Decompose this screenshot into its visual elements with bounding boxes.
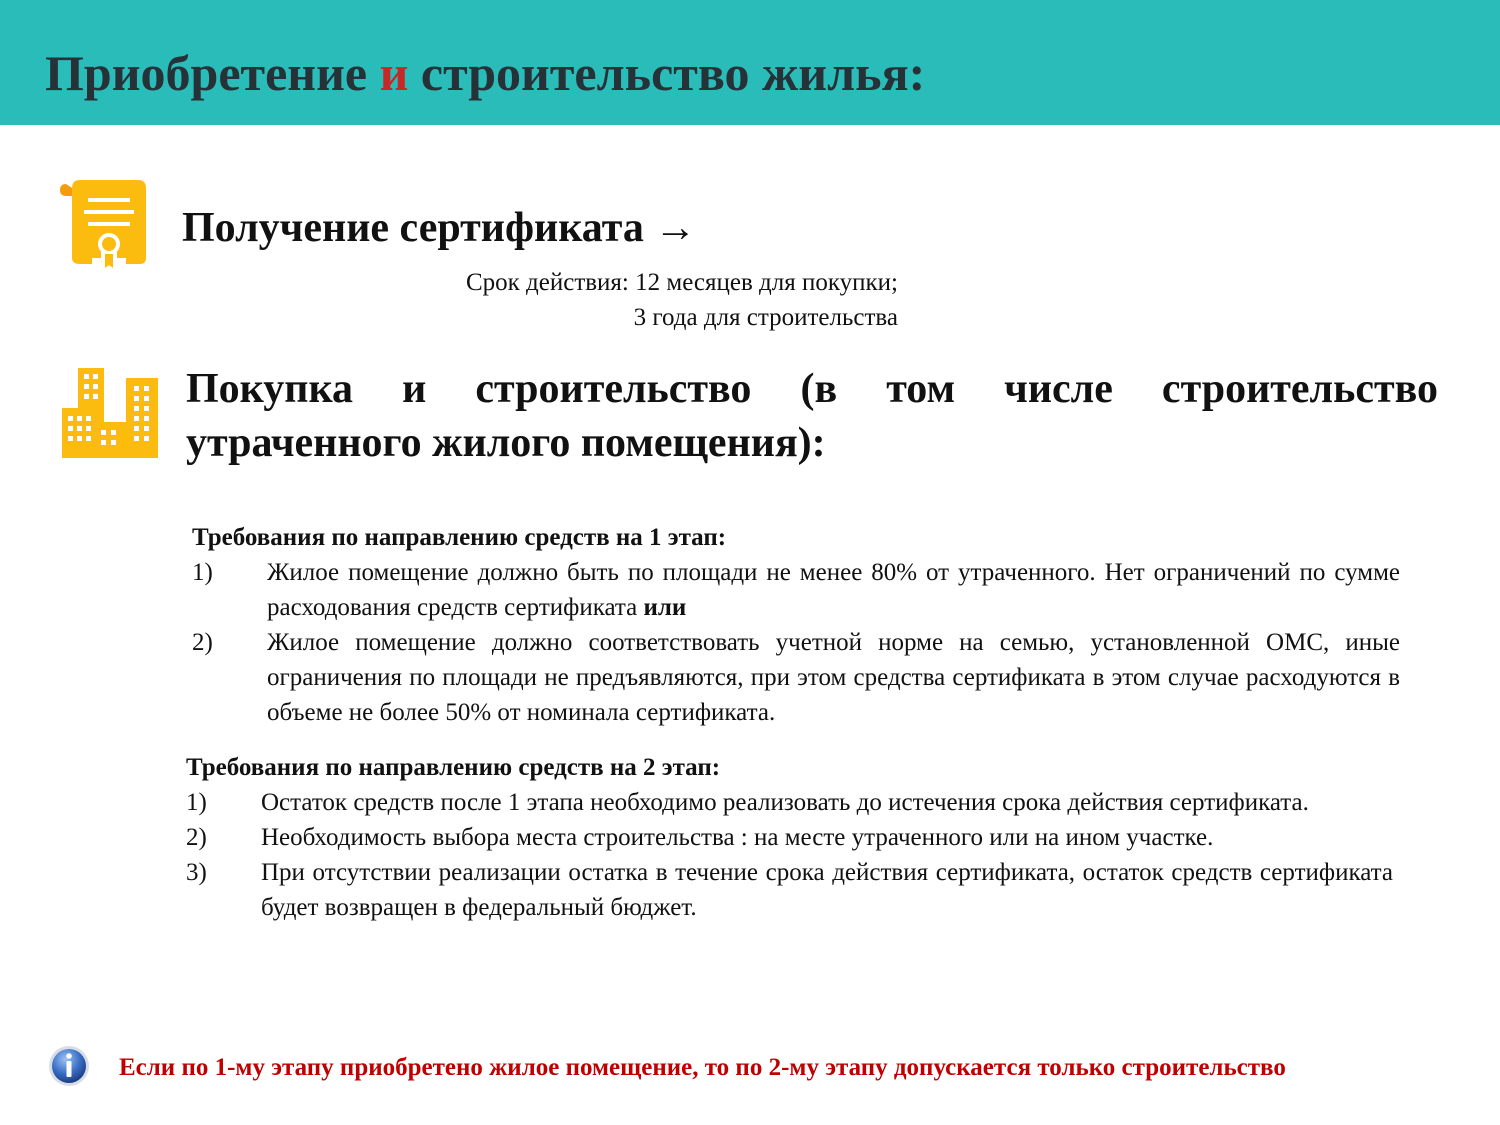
- list-item: [192, 625, 1400, 730]
- item-number: 2): [192, 629, 213, 656]
- list-item: [186, 785, 1393, 820]
- item-text-bold: или: [643, 594, 687, 621]
- title-part2: строительство жилья:: [408, 45, 926, 101]
- item-number: 1): [192, 559, 213, 586]
- stage2-title: Требования по направлению средств на 2 этап:: [186, 754, 721, 781]
- item-text: При отсутствии реализации остатка в течение срока действия сертификата, остаток средств сертификата будет возвращен в федеральный бюджет.: [261, 859, 1393, 921]
- stage1-requirements: [192, 520, 1400, 730]
- item-text: [267, 555, 1400, 625]
- item-number: 1): [186, 789, 207, 816]
- certificate-icon: [60, 180, 150, 280]
- stage1-title: Требования по направлению средств на 1 этап:: [192, 524, 727, 551]
- page-title: [45, 43, 925, 103]
- list-item: [186, 855, 1393, 925]
- stage2-requirements: [186, 750, 1393, 925]
- validity-text: [380, 265, 898, 335]
- note-text: Если по 1-му этапу приобретено жилое помещение, то по 2-му этапу допускается только строительство: [119, 1054, 1286, 1081]
- certificate-section-title: Получение сертификата →: [182, 205, 697, 251]
- title-accent: и: [379, 45, 409, 101]
- item-text-body: Жилое помещение должно быть по площади не менее 80% от утраченного. Нет ограничений по сумме расходования средств сертификата: [267, 559, 1400, 621]
- item-text: Остаток средств после 1 этапа необходимо реализовать до истечения срока действия сертификата.: [261, 789, 1309, 816]
- validity-line-1: Срок действия: 12 месяцев для покупки;: [465, 269, 898, 296]
- validity-line-2: 3 года для строительства: [633, 304, 898, 331]
- header-bar: [0, 0, 1500, 125]
- item-number: 2): [186, 824, 207, 851]
- list-item: [186, 820, 1393, 855]
- item-number: 3): [186, 859, 207, 886]
- item-text: Необходимость выбора места строительства : на месте утраченного или на ином участке.: [261, 824, 1214, 851]
- info-icon: [47, 1044, 91, 1088]
- title-part1: Приобретение: [45, 45, 380, 101]
- item-text: Жилое помещение должно соответствовать учетной норме на семью, установленной ОМС, иные ограничения по площади не предъявляются, при этом средства сертификата в этом случае расходуются в объеме не более 50% от номинала сертификата.: [267, 629, 1400, 726]
- buildings-icon: [58, 368, 160, 458]
- purchase-section-title: Покупка и строительство (в том числе строительство утраченного жилого помещения):: [186, 366, 1438, 466]
- list-item: [192, 555, 1400, 625]
